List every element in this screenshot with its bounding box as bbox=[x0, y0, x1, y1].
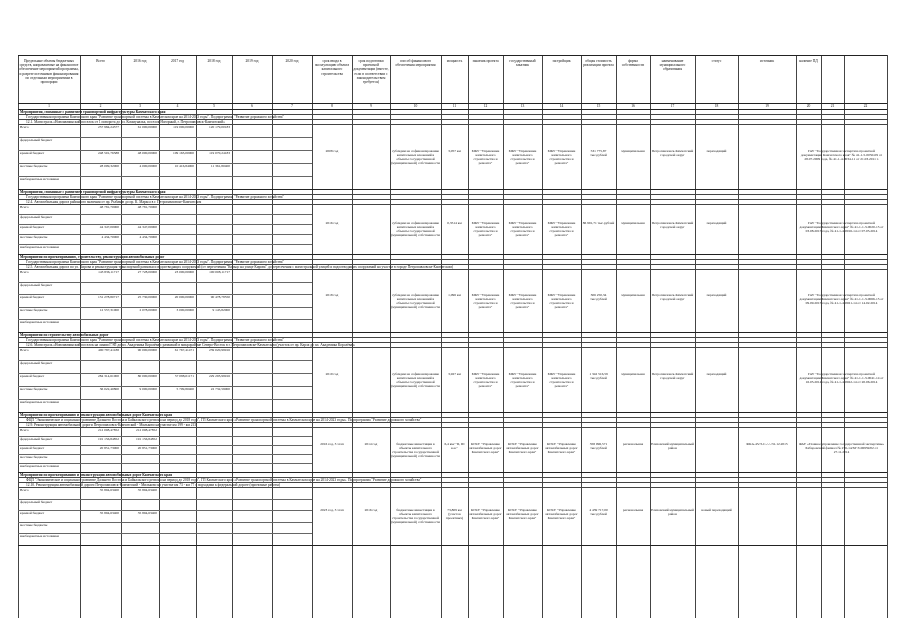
cell-ownership: муниципальная bbox=[621, 292, 645, 297]
column-number: 4 bbox=[176, 104, 179, 108]
amount-cell: 490 787,41188 bbox=[98, 348, 119, 352]
amount-cell: 9 145,82000 bbox=[212, 307, 230, 312]
column-number: 7 bbox=[291, 104, 293, 108]
funding-source-label: краевой бюджет bbox=[20, 151, 45, 155]
column-number: 2 bbox=[99, 104, 102, 108]
subrow-divider bbox=[18, 234, 312, 235]
amount-cell: 229 293,99916 bbox=[209, 374, 230, 378]
cell-cost: 4 439 717,00 тыс.рублей bbox=[589, 508, 608, 516]
section-heading: 12.6. Магистраль «Новоавачинский поселок на линии ГЭП до пл. Академика Королёва с развязкой в микрорайоне Северо-Восток в г. Петропавловске-Камчатском (участок от пр. Карла до пл. Академика Королёва)» bbox=[26, 342, 356, 347]
funding-source-label: краевой бюджет bbox=[20, 225, 45, 229]
cell-cost: 306 250,34 тыс.рублей bbox=[590, 292, 607, 301]
amount-cell: 131 278,80717 bbox=[98, 295, 119, 300]
cell-funding: бюджетные инвестиции в объекты капитального строительства государственной (муниципальной) собственности bbox=[391, 441, 440, 458]
table-bottom-border bbox=[18, 545, 887, 546]
section-heading: Государственная программа Камчатского края "Развитие транспортной системы в Камчатском крае на 2014-2023 годы". Подпрограмма "Развитие дорожного хозяйства" bbox=[26, 337, 284, 342]
amount-cell: 90 478,78550 bbox=[210, 295, 230, 300]
section-heading: 12.5. Автомобильная дорога по ул. Кирова и реконструкция транспортной развязки и водоотводящих сооружений (от пересечения "Кольцо на улице Кирова" до пересечения с магистральной улицей и водоотводящих сооружений на участке в городе Петропавловске-Камчатском) bbox=[26, 264, 454, 269]
cell-municipality: Петропавловск-Камчатский городской округ bbox=[651, 221, 694, 229]
cell-status: переходящий bbox=[706, 292, 727, 297]
column-header: заказчик проекта bbox=[472, 59, 499, 63]
cell-municipality: Елизовский муниципальный район bbox=[651, 508, 694, 516]
cell-municipality: Петропавловск-Камчатский городской округ bbox=[651, 371, 694, 380]
column-header: форма собственности bbox=[621, 59, 645, 68]
amount-cell: 100 008,11717 bbox=[209, 270, 230, 274]
subrow-divider bbox=[18, 214, 312, 215]
column-number: 20 bbox=[806, 104, 811, 108]
cell-cost: 86 991,71 тыс.рублей bbox=[582, 221, 615, 225]
cell-commissioning: 2016 год, 3 этап bbox=[320, 441, 344, 446]
subrow-divider bbox=[18, 294, 312, 295]
amount-cell: 4 000,00000 bbox=[139, 164, 157, 168]
funding-source-label: местные бюджеты bbox=[20, 455, 48, 459]
funding-source-label: внебюджетные источники bbox=[20, 534, 59, 539]
amount-cell: 119 070,24183 bbox=[209, 151, 230, 155]
cell-ownership: муниципальная bbox=[621, 221, 645, 225]
amount-cell: 10 416,84000 bbox=[174, 164, 194, 168]
cell-capacity: 6,4 км/ "II, III к.н." bbox=[444, 441, 465, 450]
cell-capacity: 0,3514 км bbox=[447, 221, 462, 225]
column-number: 17 bbox=[670, 104, 675, 108]
funding-source-label: внебюджетные источники bbox=[20, 400, 59, 404]
section-heading: Мероприятия, связанные с развитием транспортной инфраструктуры Камчатского края bbox=[20, 109, 166, 114]
amount-cell: 61 000,00000 bbox=[137, 125, 157, 129]
investment-table bbox=[18, 55, 887, 618]
cell-source: ФКА-45/Э-С-/-/-/31.12.2015 bbox=[746, 441, 788, 446]
section-heading: Мероприятия по проектированию, строительству, реконструкции автомобильных дорог bbox=[20, 254, 165, 259]
column-number: 3 bbox=[139, 104, 141, 108]
column-header: наименование муниципального образования bbox=[659, 59, 686, 72]
cell-pd-note: ГАУ "Государственная экспертиза проектной документации Камчатского края" № 41-1-1-3-0066-15 от 09.09.2015 года, № 41-1-4-0021-14 от 14.02.2014 bbox=[799, 292, 884, 305]
amount-cell: 27 728,00000 bbox=[137, 270, 157, 274]
column-header: наличие ПД bbox=[799, 59, 818, 63]
amount-cell: 9 000,00000 bbox=[139, 387, 157, 391]
funding-source-label: местные бюджеты bbox=[20, 307, 48, 312]
cell-pd-note: ФАУ «Главное управление государственной экспертизы» Хабаровский филиал № 276-14/ХГЭ-06959/02 от 27.11.2014 bbox=[798, 441, 885, 454]
column-number: 14 bbox=[559, 104, 564, 108]
subrow-divider bbox=[18, 386, 312, 387]
funding-source-label: внебюджетные источники bbox=[20, 320, 59, 325]
cell-municipality: Петропавловск-Камчатский городской округ bbox=[651, 292, 694, 301]
funding-source-label: Всего bbox=[20, 428, 29, 432]
cell-capacity: 3,927 км bbox=[448, 371, 461, 376]
column-header: государственный заказчик bbox=[509, 59, 536, 68]
subrow-divider bbox=[18, 463, 312, 464]
amount-cell: 239 020,99916 bbox=[209, 348, 230, 352]
funding-source-label: краевой бюджет bbox=[20, 295, 45, 300]
amount-cell: 212 008,47852 bbox=[98, 428, 119, 432]
funding-source-label: внебюджетные источники bbox=[20, 464, 59, 468]
amount-cell: 212 008,47852 bbox=[136, 428, 157, 432]
amount-cell: 11 361,80400 bbox=[210, 164, 230, 168]
funding-source-label: местные бюджеты bbox=[20, 522, 48, 527]
cell-capacity: 1,096 км bbox=[448, 292, 461, 297]
cell-state-customer: МКУ "Управление капитального строительства и ремонта" bbox=[508, 292, 537, 309]
column-header: общая стоимость реализации проекта bbox=[583, 59, 614, 68]
cell-pd-note: ГАУ "Государственная экспертиза проектной документации Камчатского края" № 41-1-1-3-0020-15 от 03.08.2015 года, № 41-1-4-0016-14 от 07.05.2014 bbox=[799, 221, 884, 233]
cell-funding: субсидии на софинансирование капитальных вложений в объекты государственной (муниципальной) собственности bbox=[391, 148, 440, 165]
subrow-divider bbox=[18, 163, 312, 164]
column-header: мощность bbox=[446, 59, 463, 63]
cell-pd-note: ГАУ "Государственная экспертиза проектной документации Камчатского края" № 41-1-1-3-0041-14 от 16.05.2014 года, № 41-1-4-0022-14 от 20.06.2014 bbox=[799, 371, 884, 384]
cell-pd: 2016 год bbox=[364, 508, 378, 512]
amount-cell: 48 781,70000 bbox=[99, 205, 119, 209]
cell-cost: 358 096,571 тыс.рублей bbox=[589, 441, 608, 450]
column-header: источник bbox=[759, 59, 775, 63]
section-heading: Мероприятия по проектированию и реконструкции автомобильных дорог Камчатского края bbox=[20, 412, 173, 417]
section-heading: 12.9. Реконструкция автомобильной дороги Петропавловск-Камчатский - Мильково на участке км 199 - км 213 bbox=[26, 422, 197, 427]
funding-source-label: Всего bbox=[20, 348, 29, 352]
funding-source-label: федеральный бюджет bbox=[20, 361, 53, 365]
cell-customer: МКУ "Управление капитального строительства и ремонта" bbox=[471, 292, 500, 309]
subrow-divider bbox=[18, 244, 312, 245]
amount-cell: 20 000,00000 bbox=[174, 295, 194, 300]
column-number: 5 bbox=[213, 104, 215, 108]
cell-commissioning: 2008 год bbox=[325, 148, 339, 153]
cell-commissioning: 2023 год, 3 этап bbox=[320, 508, 344, 512]
amount-cell: 4 434,70000 bbox=[101, 235, 119, 239]
cell-cost: 1 342 516,59 тыс.рублей bbox=[589, 371, 608, 380]
section-heading: ФЦП "Экономическое и социальное развитие Дальнего Востока и Байкальского региона на период до 2018 года", ГП Камчатского края «Развитие транспортной системы в Камчатском крае на 2014-2023 годы». Подпрограмма "Развитие дорожного хозяйства" bbox=[26, 417, 422, 422]
amount-cell: 35 894,63400 bbox=[137, 488, 157, 492]
cell-ownership: региональная bbox=[622, 508, 644, 512]
section-heading: Мероприятия по проектированию и реконструкции автомобильных дорог Камчатского края bbox=[20, 472, 173, 477]
subrow-divider bbox=[18, 137, 312, 138]
amount-cell: 191 156,84852 bbox=[136, 437, 157, 441]
cell-customer: КГКУ "Управление автомобильных дорог Камчатского края" bbox=[469, 441, 502, 454]
subrow-divider bbox=[18, 522, 312, 523]
column-number: 13 bbox=[520, 104, 525, 108]
amount-cell: 109 163,00000 bbox=[173, 151, 194, 155]
cell-pd: 2014 год bbox=[364, 441, 378, 446]
amount-cell: 3 000,00000 bbox=[176, 307, 194, 312]
section-heading: Государственная программа Камчатского края "Развитие транспортной системы в Камчатском крае на 2014-2023 годы". Подпрограмма "Развитие дорожного хозяйства" bbox=[26, 259, 284, 264]
subrow-divider bbox=[18, 307, 312, 308]
cell-ownership: региональная bbox=[622, 441, 644, 446]
column-header: Всего bbox=[96, 59, 105, 63]
column-number: 22 bbox=[863, 104, 868, 108]
section-heading: 12.4. Автомобильная дорога районного значения от пр. Рыбаков до пр. К. Маркса в г. Петропавловске-Камчатском bbox=[26, 199, 202, 204]
funding-source-label: местные бюджеты bbox=[20, 387, 48, 391]
cell-capacity: 3,057 км bbox=[448, 148, 461, 153]
cell-state-customer: МКУ "Управление капитального строительства и ремонта" bbox=[508, 148, 537, 165]
cell-customer: МКУ "Управление капитального строительства и ремонта" bbox=[471, 371, 500, 388]
amount-cell: 5 709,80400 bbox=[176, 387, 194, 391]
subrow-divider bbox=[18, 319, 312, 320]
amount-cell: 48 000,00000 bbox=[137, 151, 157, 155]
subrow-divider bbox=[18, 510, 312, 511]
amount-cell: 28 009,32000 bbox=[99, 164, 119, 168]
subrow-divider bbox=[18, 373, 312, 374]
cell-capacity: 73,809 км (участок проектных) bbox=[445, 508, 464, 520]
funding-source-label: внебюджетные источники bbox=[20, 177, 59, 181]
subrow-divider bbox=[18, 224, 312, 225]
amount-cell: 119 000,00000 bbox=[173, 125, 194, 129]
amount-cell: 248 501,76588 bbox=[98, 151, 119, 155]
amount-cell: 35 894,63400 bbox=[137, 511, 157, 516]
amount-cell: 35 894,63400 bbox=[99, 511, 119, 516]
column-number: 11 bbox=[452, 104, 457, 108]
amount-cell: 23 000,00000 bbox=[174, 270, 194, 274]
column-header: срок ввода в эксплуатацию объекта капитального строительства bbox=[314, 59, 350, 76]
column-header: 2019 год bbox=[245, 59, 259, 63]
funding-source-label: федеральный бюджет bbox=[20, 499, 53, 504]
funding-source-label: Всего bbox=[20, 125, 29, 129]
cell-state-customer: МКУ "Управление капитального строительства и ремонта" bbox=[508, 371, 537, 388]
cell-developer: КГКУ "Управление автомобильных дорог Камчатского края" bbox=[545, 508, 578, 520]
amount-cell: 284 314,61000 bbox=[98, 374, 119, 378]
amount-cell: 44 347,00000 bbox=[137, 225, 157, 229]
subrow-divider bbox=[18, 176, 312, 177]
cell-pd-note: ГАУ "Государственная экспертиза проектной документации Камчатского края" № 41-1-5-0050-09 от 28.07.2009 года, № 41-1-4-0034-11 от 21.03.2011 г. bbox=[800, 148, 883, 161]
column-number: 21 bbox=[830, 104, 835, 108]
funding-source-label: федеральный бюджет bbox=[20, 282, 53, 287]
subrow-divider bbox=[18, 150, 312, 151]
cell-ownership: муниципальная bbox=[621, 148, 645, 153]
funding-source-label: краевой бюджет bbox=[20, 446, 45, 450]
amount-cell: 22 732,59000 bbox=[210, 387, 230, 391]
amount-cell: 12 557,31000 bbox=[99, 307, 119, 312]
column-header: 2018 год bbox=[207, 59, 221, 63]
funding-source-label: местные бюджеты bbox=[20, 164, 48, 168]
column-header: 2016 год bbox=[133, 59, 147, 63]
funding-source-label: краевой бюджет bbox=[20, 374, 45, 378]
cell-funding: субсидии на софинансирование капитальных вложений в объекты государственной (муниципальной) собственности bbox=[391, 221, 440, 237]
amount-cell: 20 851,73000 bbox=[99, 446, 119, 450]
cell-status: переходящий bbox=[706, 371, 727, 376]
amount-cell: 35 894,63400 bbox=[99, 488, 119, 492]
column-number: 19 bbox=[765, 104, 769, 108]
column-number: 16 bbox=[631, 104, 635, 108]
column-number: 15 bbox=[596, 104, 601, 108]
cell-customer: МКУ "Управление капитального строительства и ремонта" bbox=[471, 221, 500, 237]
subrow-divider bbox=[18, 360, 312, 361]
section-heading: Мероприятия по строительству автомобильных дорог bbox=[20, 332, 109, 337]
subrow-divider bbox=[18, 454, 312, 455]
cell-status: переходящий bbox=[706, 148, 727, 153]
cell-developer: МКУ "Управление капитального строительства и ремонта" bbox=[547, 371, 576, 388]
cell-developer: МКУ "Управление капитального строительства и ремонта" bbox=[547, 148, 576, 165]
column-header: способ финансового обеспечения мероприятия bbox=[395, 59, 436, 68]
amount-cell: 257 984,24577 bbox=[98, 125, 119, 129]
subrow-divider bbox=[18, 445, 312, 446]
section-heading: Государственная программа Камчатского края "Развитие транспортной системы в Камчатском крае на 2014-2023 годы". Подпрограмма "Развитие дорожного хозяйства" bbox=[26, 194, 284, 199]
amount-cell: 36 022,40800 bbox=[99, 387, 119, 391]
column-divider bbox=[887, 55, 888, 618]
amount-cell: 80 000,00000 bbox=[137, 374, 157, 378]
amount-cell: 191 156,84852 bbox=[98, 437, 119, 441]
funding-source-label: федеральный бюджет bbox=[20, 437, 53, 441]
column-header: 2017 год bbox=[171, 59, 184, 63]
amount-cell: 120 179,00183 bbox=[209, 125, 230, 129]
column-number: 6 bbox=[251, 104, 253, 108]
amount-cell: 57 088,01171 bbox=[174, 374, 194, 378]
subrow-divider bbox=[18, 436, 312, 437]
cell-status: переходящий bbox=[706, 221, 727, 225]
amount-cell: 44 347,00000 bbox=[99, 225, 119, 229]
cell-state-customer: МКУ "Управление капитального строительства и ремонта" bbox=[508, 221, 537, 237]
cell-state-customer: КГКУ "Управление автомобильных дорог Камчатского края" bbox=[506, 508, 539, 520]
cell-funding: субсидии на софинансирование капитальных вложений в объекты государственной (муниципальной) собственности bbox=[391, 371, 440, 388]
funding-source-label: внебюджетные источники bbox=[20, 245, 59, 249]
cell-developer: МКУ "Управление капитального строительства и ремонта" bbox=[547, 292, 576, 309]
column-header: застройщик bbox=[552, 59, 571, 63]
row-divider bbox=[18, 55, 887, 56]
section-heading: Государственная программа Камчатского края "Развитие транспортной системы в Камчатском крае на 2014-2023 годы". Подпрограмма "Развитие дорожного хозяйства" bbox=[26, 114, 284, 119]
cell-commissioning: 2019 год bbox=[325, 371, 339, 376]
cell-municipality: Петропавловск-Камчатский городской округ bbox=[651, 148, 694, 157]
cell-customer: КГКУ "Управление автомобильных дорог Камчатского края" bbox=[469, 508, 502, 520]
section-heading: Мероприятия, связанные с развитием транспортной инфраструктуры Камчатского края bbox=[20, 189, 166, 194]
column-number: 12 bbox=[483, 104, 488, 108]
column-header: статус bbox=[711, 59, 722, 63]
amount-cell: 25 730,00000 bbox=[137, 295, 157, 300]
column-number: 9 bbox=[370, 104, 372, 108]
funding-source-label: Всего bbox=[20, 205, 29, 209]
column-header: срок подготовки проектной документации (вместе, если в соответствии с законодательством требуется) bbox=[353, 59, 389, 85]
funding-source-label: Всего bbox=[20, 270, 29, 274]
section-heading: 12.1. Магистраль «Новоавачинский поселок от 1 поворота до пл. Коммуналка, поселок Нагорный, г. Петропавловск-Камчатский» bbox=[26, 119, 225, 124]
column-number: 1 bbox=[48, 104, 50, 108]
column-number: 8 bbox=[331, 104, 333, 108]
subrow-divider bbox=[18, 533, 312, 534]
funding-source-label: федеральный бюджет bbox=[20, 215, 53, 219]
amount-cell: 20 851,73000 bbox=[137, 446, 157, 450]
column-header: 2020 год bbox=[285, 59, 299, 63]
cell-funding: бюджетные инвестиции в объекты капитального строительства государственной (муниципальной) собственности bbox=[391, 508, 440, 524]
cell-status: новый переходящий bbox=[701, 508, 732, 512]
cell-ownership: муниципальная bbox=[621, 371, 645, 376]
funding-source-label: местные бюджеты bbox=[20, 235, 48, 239]
cell-commissioning: 2018 год bbox=[325, 292, 339, 297]
amount-cell: 2 078,00000 bbox=[139, 307, 157, 312]
amount-cell: 61 767,41471 bbox=[174, 348, 194, 352]
amount-cell: 90 000,00000 bbox=[137, 348, 157, 352]
amount-cell: 48 781,70000 bbox=[137, 205, 157, 209]
column-header: Предельные объемы бюджетных средств, направляемые на финансовое обеспечение мероприятий программы, и разрезе источников финансирования по отдельным мероприятиям в пропорции bbox=[19, 59, 79, 85]
cell-funding: субсидии на софинансирование капитальных вложений в объекты государственной (муниципальной) собственности bbox=[391, 292, 440, 309]
funding-source-label: федеральный бюджет bbox=[20, 138, 53, 142]
section-heading: 12.10. Реконструкция автомобильной дороги Петропавловск-Камчатский - Мильково на участке км 73 - км 77 с подходами к федеральной дороге (проектные работы) bbox=[26, 482, 281, 487]
subrow-divider bbox=[18, 499, 312, 500]
amount-cell: 143 836,11717 bbox=[98, 270, 119, 274]
funding-source-label: Всего bbox=[20, 488, 29, 492]
cell-customer: МКУ "Управление капитального строительства и ремонта" bbox=[471, 148, 500, 165]
cell-commissioning: 2016 год bbox=[325, 221, 339, 225]
column-number: 18 bbox=[714, 104, 719, 108]
cell-developer: МКУ "Управление капитального строительства и ремонта" bbox=[547, 221, 576, 237]
subrow-divider bbox=[18, 282, 312, 283]
cell-developer: КГКУ "Управление автомобильных дорог Камчатского края" bbox=[545, 441, 578, 454]
amount-cell: 4 434,70000 bbox=[139, 235, 157, 239]
cell-state-customer: КГКУ "Управление автомобильных дорог Камчатского края" bbox=[506, 441, 539, 454]
funding-source-label: краевой бюджет bbox=[20, 511, 45, 516]
column-number: 10 bbox=[413, 104, 418, 108]
subrow-divider bbox=[18, 399, 312, 400]
cell-municipality: Елизовский муниципальный район bbox=[651, 441, 694, 450]
section-heading: ФЦП "Экономическое и социальное развитие Дальнего Востока и Байкальского региона на период до 2018 года", ГП Камчатского края «Развитие транспортной системы в Камчатском крае на 2014-2023 годы». Подпрограмма "Развитие дорожного хозяйства" bbox=[26, 477, 422, 482]
cell-cost: 531 775,87 тыс.рублей bbox=[590, 148, 607, 157]
